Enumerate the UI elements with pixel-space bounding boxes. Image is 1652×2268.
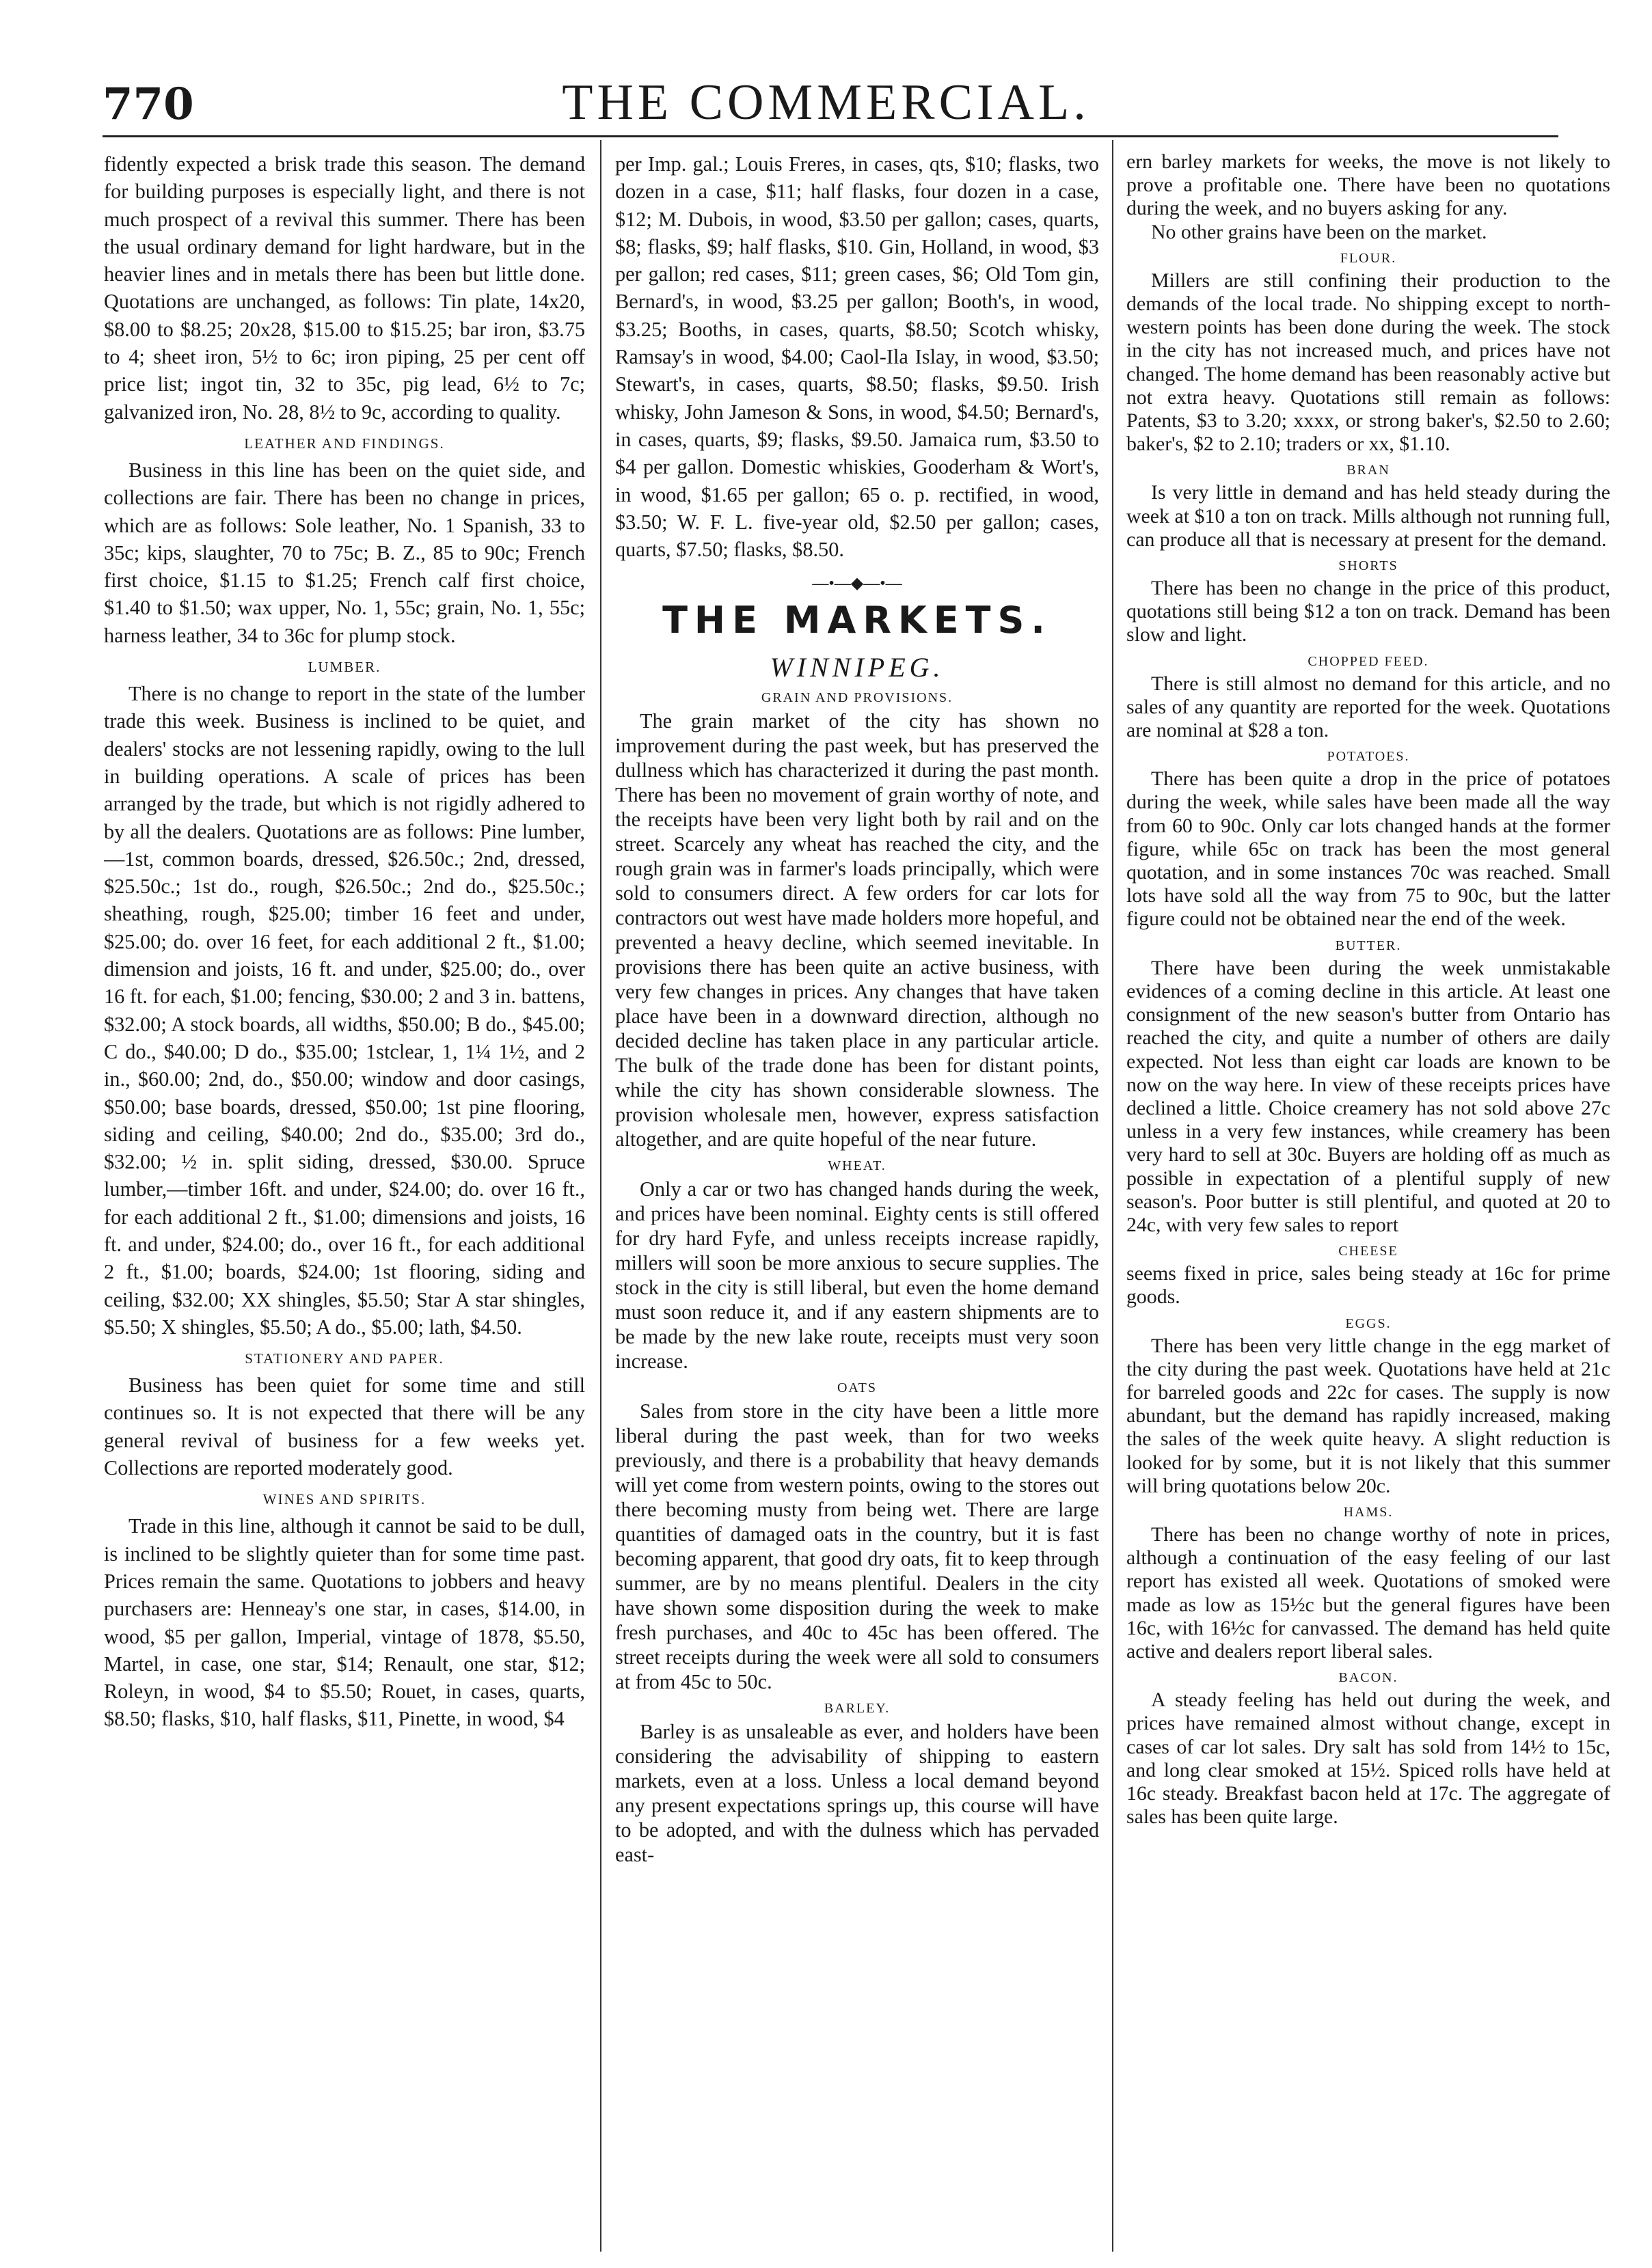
barley-continued-paragraph: ern barley markets for weeks, the move is not likely to prove a profitable one. There have been no quotations during the week, and no buyers asking for any. xyxy=(1126,150,1610,220)
city-heading: WINNIPEG. xyxy=(770,652,945,683)
section-heading-potatoes: POTATOES. xyxy=(1327,749,1410,765)
section-heading-wines: WINES AND SPIRITS. xyxy=(262,1491,426,1508)
eggs-paragraph: There has been very little change in the egg market of the city during the past week. Quotations have held at 21c for barreled goods and 22c for cases. The supply is now abundant, but the demand has rapidly increased, making the sales of the week quite heavy. A slight reduction is looked for by some, but it is not likely that this summer will bring quotations below 20c. xyxy=(1126,1334,1610,1497)
bacon-paragraph: A steady feeling has held out during the week, and prices have remained almost without change, except in cases of car lot sales. Dry salt has sold from 14½ to 15c, and long clear smoked at 15½. Spiced rolls have held at 16c steady. Breakfast bacon held at 17c. The aggregate of sales has been quite large. xyxy=(1126,1689,1610,1829)
butter-paragraph: There have been during the week unmistakable evidences of a coming decline in this article. At least one consignment of the new season's butter from Ontario has reached the city, and quite a number of others are daily expected. Not less than eight car loads are known to be now on the way here. In view of these receipts prices have declined a little. Choice creamery has not sold above 27c unless in a very few instances, while creamery has been very hard to sell at 30c. Buyers are holding off as much as possible in expectation of a plentiful supply of new season's. Poor butter is still plentiful, and quoted at 20 to 24c, with very few sales to report xyxy=(1126,956,1610,1236)
section-heading-stationery: STATIONERY AND PAPER. xyxy=(245,1350,444,1367)
section-heading-shorts: SHORTS xyxy=(1338,558,1398,574)
potatoes-paragraph: There has been quite a drop in the price of potatoes during the week, while sales have been made all the way from 60 to 90c. Only car lots changed hands at the former figure, while 65c on track has been the most general quotation, and in some instances 70c was reached. Small lots have sold all the way from 75 to 90c, but the latter figure could not be obtained near the end of the week. xyxy=(1126,767,1610,931)
section-heading-bacon: BACON. xyxy=(1338,1670,1398,1686)
chopped-feed-paragraph: There is still almost no demand for this article, and no sales of any quantity are reported for the week. Quotations are nominal at $28 a ton. xyxy=(1126,672,1610,742)
section-heading-lumber: LUMBER. xyxy=(308,659,381,676)
header-rule xyxy=(103,135,1558,137)
page-header xyxy=(0,0,1652,150)
bran-paragraph: Is very little in demand and has held steady during the week at $10 a ton on track. Mills although not running full, can produce all that is necessary at present for the demand. xyxy=(1126,481,1610,551)
column-divider xyxy=(1112,140,1113,2252)
section-heading-butter: BUTTER. xyxy=(1335,938,1402,953)
column-2 xyxy=(615,150,1099,2248)
lumber-paragraph: There is no change to report in the state of the lumber trade this week. Business is inclined to be quiet, and dealers' stocks are not lessening rapidly, owing to the lull in building operations. A scale of prices has been arranged by the trade, but which is not rigidly adhered to by all the dealers. Quotations are as follows: Pine lumber,—1st, common boards, dressed, $26.50c.; 2nd, dressed, $25.50c.; 1st do., rough, $26.50c.; 2nd do., $25.50c.; sheathing, rough, $25.00; timber 16 feet and under, $25.00; do. over 16 feet, for each additional 2 ft., $1.00; dimension and joists, 16 ft. and under, $25.00; do., over 16 ft. for each, $1.00; fencing, $30.00; 2 and 3 in. battens, $32.00; A stock boards, all widths, $50.00; B do., $45.00; C do., $40.00; D do., $35.00; 1stclear, 1, 1¼ 1½, and 2 in., $60.00; 2nd, do., $50.00; window and door casings, $50.00; base boards, dressed, $50.00; 1st pine flooring, siding and ceiling, $40.00; 2nd do., $35.00; 3rd do., $32.00; ½ in. split siding, dressed, $30.00. Spruce lumber,—timber 16ft. and under, $24.00; do. over 16 ft., for each additional 2 ft., $1.00; dimensions and joists, 16 ft. and under, $24.00; do., over 16 ft., for each additional 2 ft., $1.00; boards, $24.00; 1st flooring, siding and ceiling, $32.00; XX shingles, $5.50; Star A star shingles, $5.50; X shingles, $5.50; A do., $5.00; lath, $4.50. xyxy=(104,682,585,1339)
section-heading-wheat: WHEAT. xyxy=(828,1158,886,1174)
flour-paragraph: Millers are still confining their production to the demands of the local trade. No shipping except to north-western points has been done during the week. The stock in the city has not increased much, and prices have not changed. The home demand has been reasonably active but not extra heavy. Quotations still remain as follows: Patents, $3 to 3.20; xxxx, or strong baker's, $2.50 to 2.60; baker's, $2 to 2.10; traders or xx, $1.10. xyxy=(1126,269,1610,456)
hams-paragraph: There has been no change worthy of note in prices, although a continuation of the easy feeling of our last report has existed all week. Quotations of smoked were made as low as 15½c but the general figures have been 16c, with 16½c for canvassed. The demand has held quite active and dealers report liberal sales. xyxy=(1126,1522,1610,1663)
wheat-paragraph: Only a car or two has changed hands during the week, and prices have been nominal. Eighty cents is still offered for dry hard Fyfe, and unless receipts increase rapidly, millers will soon be more anxious to secure supplies. The stock in the city is still liberal, but even the home demand must soon reduce it, and if any eastern shipments are to be made by the new lake route, receipts must very soon increase. xyxy=(615,1177,1099,1374)
other-grains-paragraph: No other grains have been on the market. xyxy=(1151,220,1487,243)
grain-paragraph: The grain market of the city has shown no improvement during the past week, but has preserved the dullness which has characterized it during the past month. There has been no movement of grain worthy of note, and the receipts have been very light both by rail and on the street. Scarcely any wheat has reached the city, and the rough grain was in farmer's loads principally, which were sold to consumers direct. A few orders for car lots for contractors out west have made holders more hopeful, and prevented a heavy decline, which seemed inevitable. In provisions there has been quite an active business, with very few changes in prices. Any changes that have taken place have been in a downward direction, although no decided decline has taken place in any particular article. The bulk of the trade done has been for distant points, while the city has shown considerable slowness. The provision wholesale men, however, express satisfaction altogether, and are quite hopeful of the near future. xyxy=(615,709,1099,1151)
cheese-paragraph: seems fixed in price, sales being steady at 16c for prime goods. xyxy=(1126,1262,1610,1309)
section-heading-cheese: CHEESE xyxy=(1338,1244,1398,1259)
section-heading-hams: HAMS. xyxy=(1343,1504,1394,1520)
leather-paragraph: Business in this line has been on the quiet side, and collections are fair. There has been no change in prices, which are as follows: Sole leather, No. 1 Spanish, 33 to 35c; kips, slaughter, 70 to 75c; B. Z., 85 to 90c; French first choice, $1.15 to $1.25; French calf first choice, $1.40 to $1.50; wax upper, No. 1, 55c; grain, No. 1, 55c; harness leather, 34 to 36c for plump stock. xyxy=(104,458,585,647)
page-number: 770 xyxy=(103,79,194,130)
stationery-paragraph: Business has been quiet for some time and still continues so. It is not expected that there will be any general revival of business for a few weeks yet. Collections are reported moderately good. xyxy=(104,1374,585,1480)
journal-title: THE COMMERCIAL. xyxy=(562,74,1090,131)
section-heading-chopped-feed: CHOPPED FEED. xyxy=(1308,653,1429,669)
markets-heading: THE MARKETS. xyxy=(662,599,1052,642)
hardware-paragraph: fidently expected a brisk trade this season. The demand for building purposes is especially light, and there is not much prospect of a revival this summer. There has been the usual ordinary demand for light hardware, but in the heavier lines and in metals there has been but little done. Quotations are unchanged, as follows: Tin plate, 14x20, $8.00 to $8.25; 20x28, $15.00 to $15.25; bar iron, $3.75 to 4; sheet iron, 5½ to 6c; iron piping, 25 per cent off price list; ingot tin, 32 to 35c, pig lead, 6½ to 7c; galvanized iron, No. 28, 8½ to 9c, according to quality. xyxy=(104,152,585,424)
section-heading-oats: OATS xyxy=(837,1380,877,1396)
section-heading-barley: BARLEY. xyxy=(824,1701,891,1717)
column-divider xyxy=(600,140,601,2252)
section-heading-eggs: EGGS. xyxy=(1345,1315,1392,1331)
column-1 xyxy=(104,150,585,2248)
section-heading-leather: LEATHER AND FINDINGS. xyxy=(244,435,445,452)
shorts-paragraph: There has been no change in the price of this product, quotations still being $12 a ton on track. Demand has been slow and light. xyxy=(1126,577,1610,646)
wines-continued-paragraph: per Imp. gal.; Louis Freres, in cases, qts, $10; flasks, two dozen in a case, $11; half flasks, four dozen in a case, $12; M. Dubois, in wood, $3.50 per gallon; cases, quarts, $8; flasks, $9; half flasks, $10. Gin, Holland, in wood, $3 per gallon; red cases, $11; green cases, $6; Old Tom gin, Bernard's, in wood, $3.25 per gallon; Booth's, in wood, $3.25; Booths, in cases, quarts, $8.50; Scotch whisky, Ramsay's in wood, $4.00; Caol-Ila Islay, in wood, $3.50; Stewart's, in cases, quarts, $8.50; flasks, $9.50. Irish whisky, John Jameson & Sons, in wood, $4.50; Bernard's, in cases, quarts, $9; flasks, $9.50. Jamaica rum, $3.50 to $4 per gallon. Domestic whiskies, Gooderham & Wort's, in wood, $1.65 per gallon; 65 o. p. rectified, in wood, $3.50; W. F. L. five-year old, $2.50 per gallon; cases, quarts, $7.50; flasks, $8.50. xyxy=(615,152,1099,562)
section-heading-grain: GRAIN AND PROVISIONS. xyxy=(761,690,953,706)
wines-paragraph: Trade in this line, although it cannot be said to be dull, is inclined to be slightly quieter than for some time past. Prices remain the same. Quotations to jobbers and heavy purchasers are: Henneay's one star, in cases, $14.00, in wood, $5 per gallon, Imperial, vintage of 1878, $5.50, Martel, in case, one star, $14; Renault, one star, $12; Roleyn, in wood, $4 to $5.50; Rouet, in cases, quarts, $8.50; flasks, $10, half flasks, $11, Pinette, in wood, $4 xyxy=(104,1514,585,1731)
ornament-divider: —•—◆—•— xyxy=(812,575,902,593)
oats-paragraph: Sales from store in the city have been a little more liberal during the past week, than for two weeks previously, and there is a probability that heavy demands will yet come from western points, owing to the stores out there becoming musty from being wet. There are large quantities of damaged oats in the country, but it is fast becoming apparent, that good dry oats, fit to keep through summer, are by no means plentiful. Dealers in the city have shown some disposition during the week to make fresh purchases, and 40c to 45c has been offered. The street receipts during the week were all sold to consumers at from 45c to 50c. xyxy=(615,1399,1099,1694)
section-heading-flour: FLOUR. xyxy=(1340,250,1397,266)
column-3 xyxy=(1126,150,1610,2248)
section-heading-bran: BRAN xyxy=(1346,463,1390,478)
barley-paragraph: Barley is as unsaleable as ever, and holders have been considering the advisability of shipping to eastern markets, even at a loss. Unless a local demand beyond any present expectations springs up, this course will have to be adopted, and with the dulness which has pervaded east- xyxy=(615,1720,1099,1867)
